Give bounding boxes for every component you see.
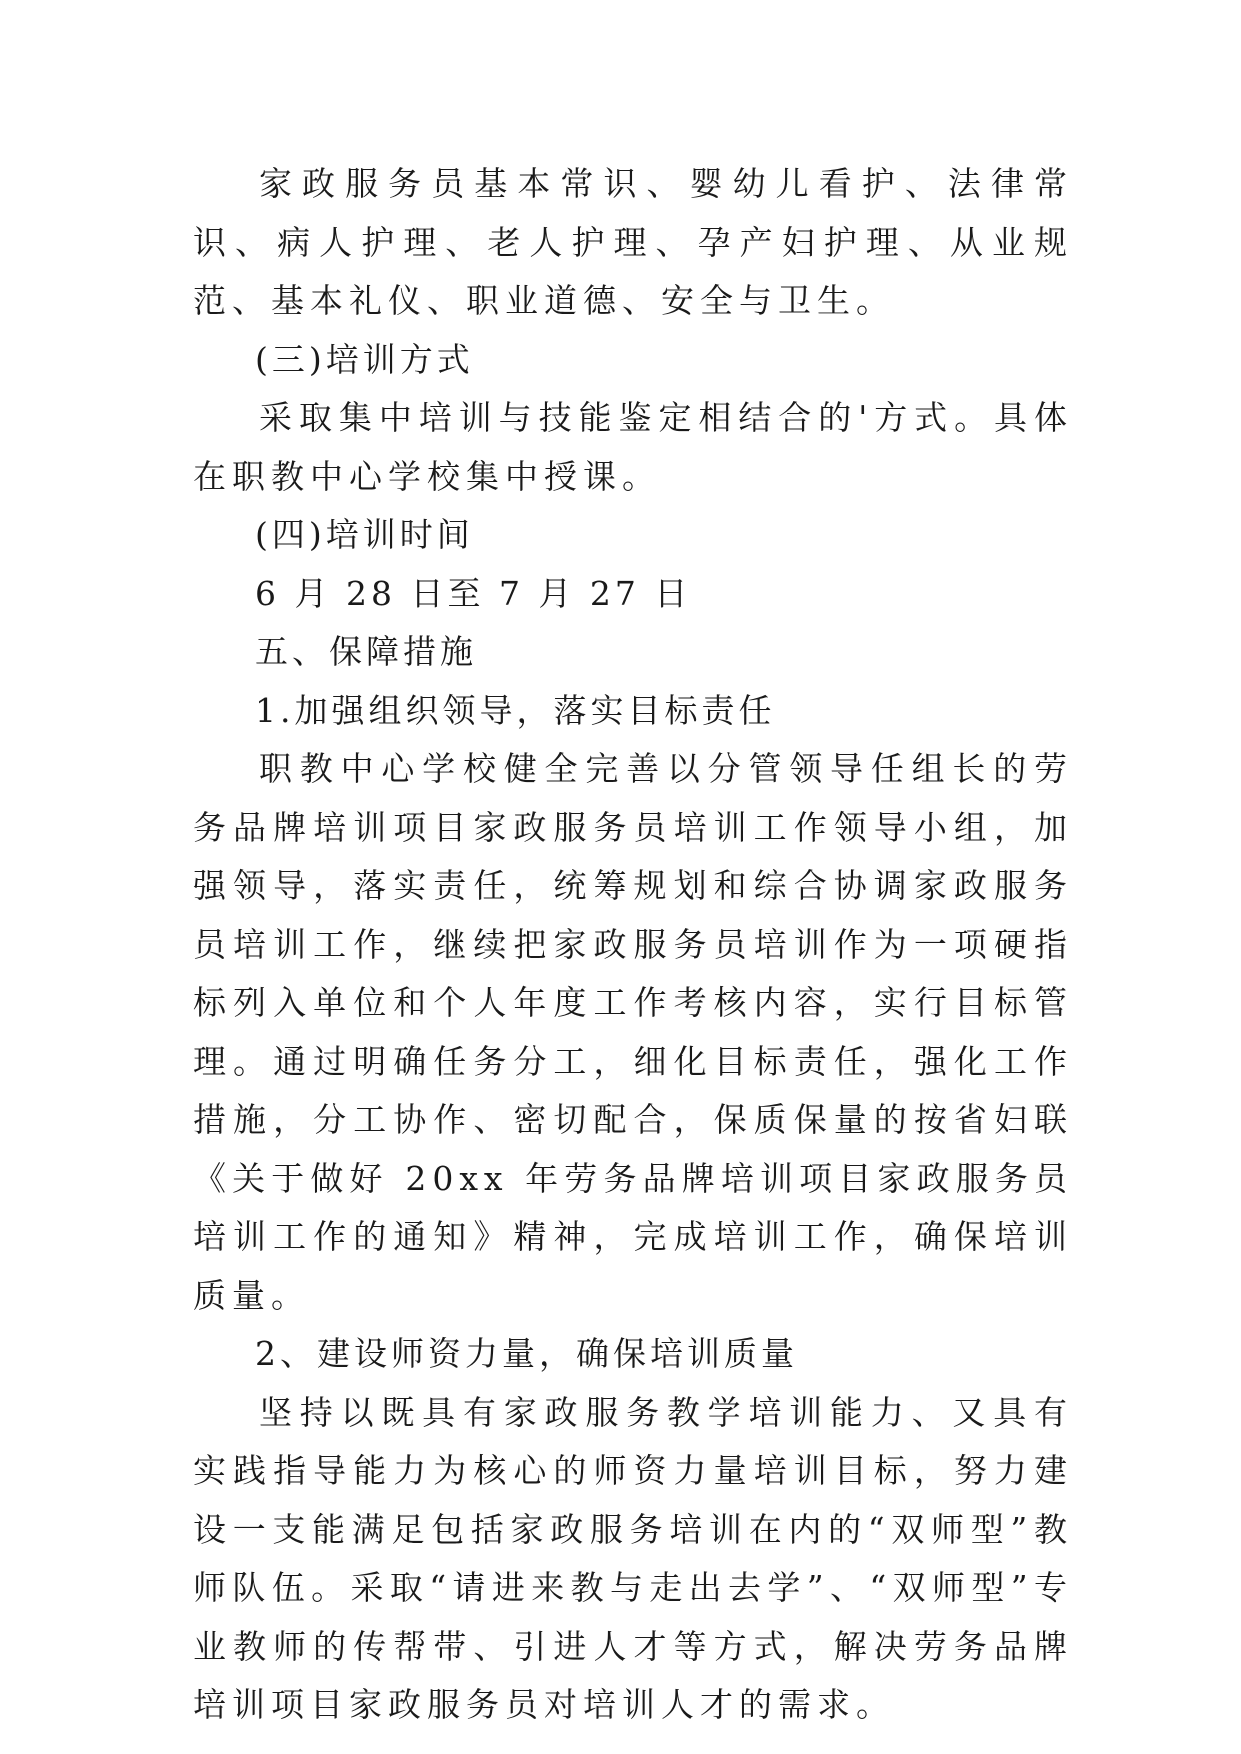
paragraph-organization-leadership: 职教中心学校健全完善以分管领导任组长的劳务品牌培训项目家政服务员培训工作领导小组，加强领导，落实责任，统筹规划和综合协调家政服务员培训工作，继续把家政服务员培训作为一项硬指标列入单位和个人年度工作考核内容，实行目标管理。通过明确任务分工，细化目标责任，强化工作措施，分工协作、密切配合，保质保量的按省妇联《关于做好 20xx 年劳务品牌培训项目家政服务员培训工作的通知》精神，完成培训工作，确保培训质量。 (193, 749, 1073, 1315)
subheading-organization-leadership: 1.加强组织领导，落实目标责任 (255, 690, 776, 730)
paragraph-teaching-staff: 坚持以既具有家政服务教学培训能力、又具有实践指导能力为核心的师资力量培训目标，努力建设一支能满足包括家政服务培训在内的“双师型”教师队伍。采取“请进来教与走出去学”、“双师型”专业教师的传帮带、引进人才等方式，解决劳务品牌培训项目家政服务员对培训人才的需求。 (193, 1392, 1073, 1724)
paragraph-training-method: 采取集中培训与技能鉴定相结合的'方式。具体在职教中心学校集中授课。 (193, 398, 1073, 496)
paragraph-training-content: 家政服务员基本常识、婴幼儿看护、法律常识、病人护理、老人护理、孕产妇护理、从业规范、基本礼仪、职业道德、安全与卫生。 (193, 164, 1073, 320)
heading-training-time: (四)培训时间 (255, 515, 474, 554)
heading-safeguard-measures: 五、保障措施 (255, 632, 477, 671)
document-page (193, 155, 1073, 1735)
heading-training-method: (三)培训方式 (255, 339, 474, 379)
training-date-range: 6 月 28 日至 7 月 27 日 (255, 573, 692, 613)
subheading-teaching-staff: 2、建设师资力量，确保培训质量 (255, 1334, 798, 1373)
